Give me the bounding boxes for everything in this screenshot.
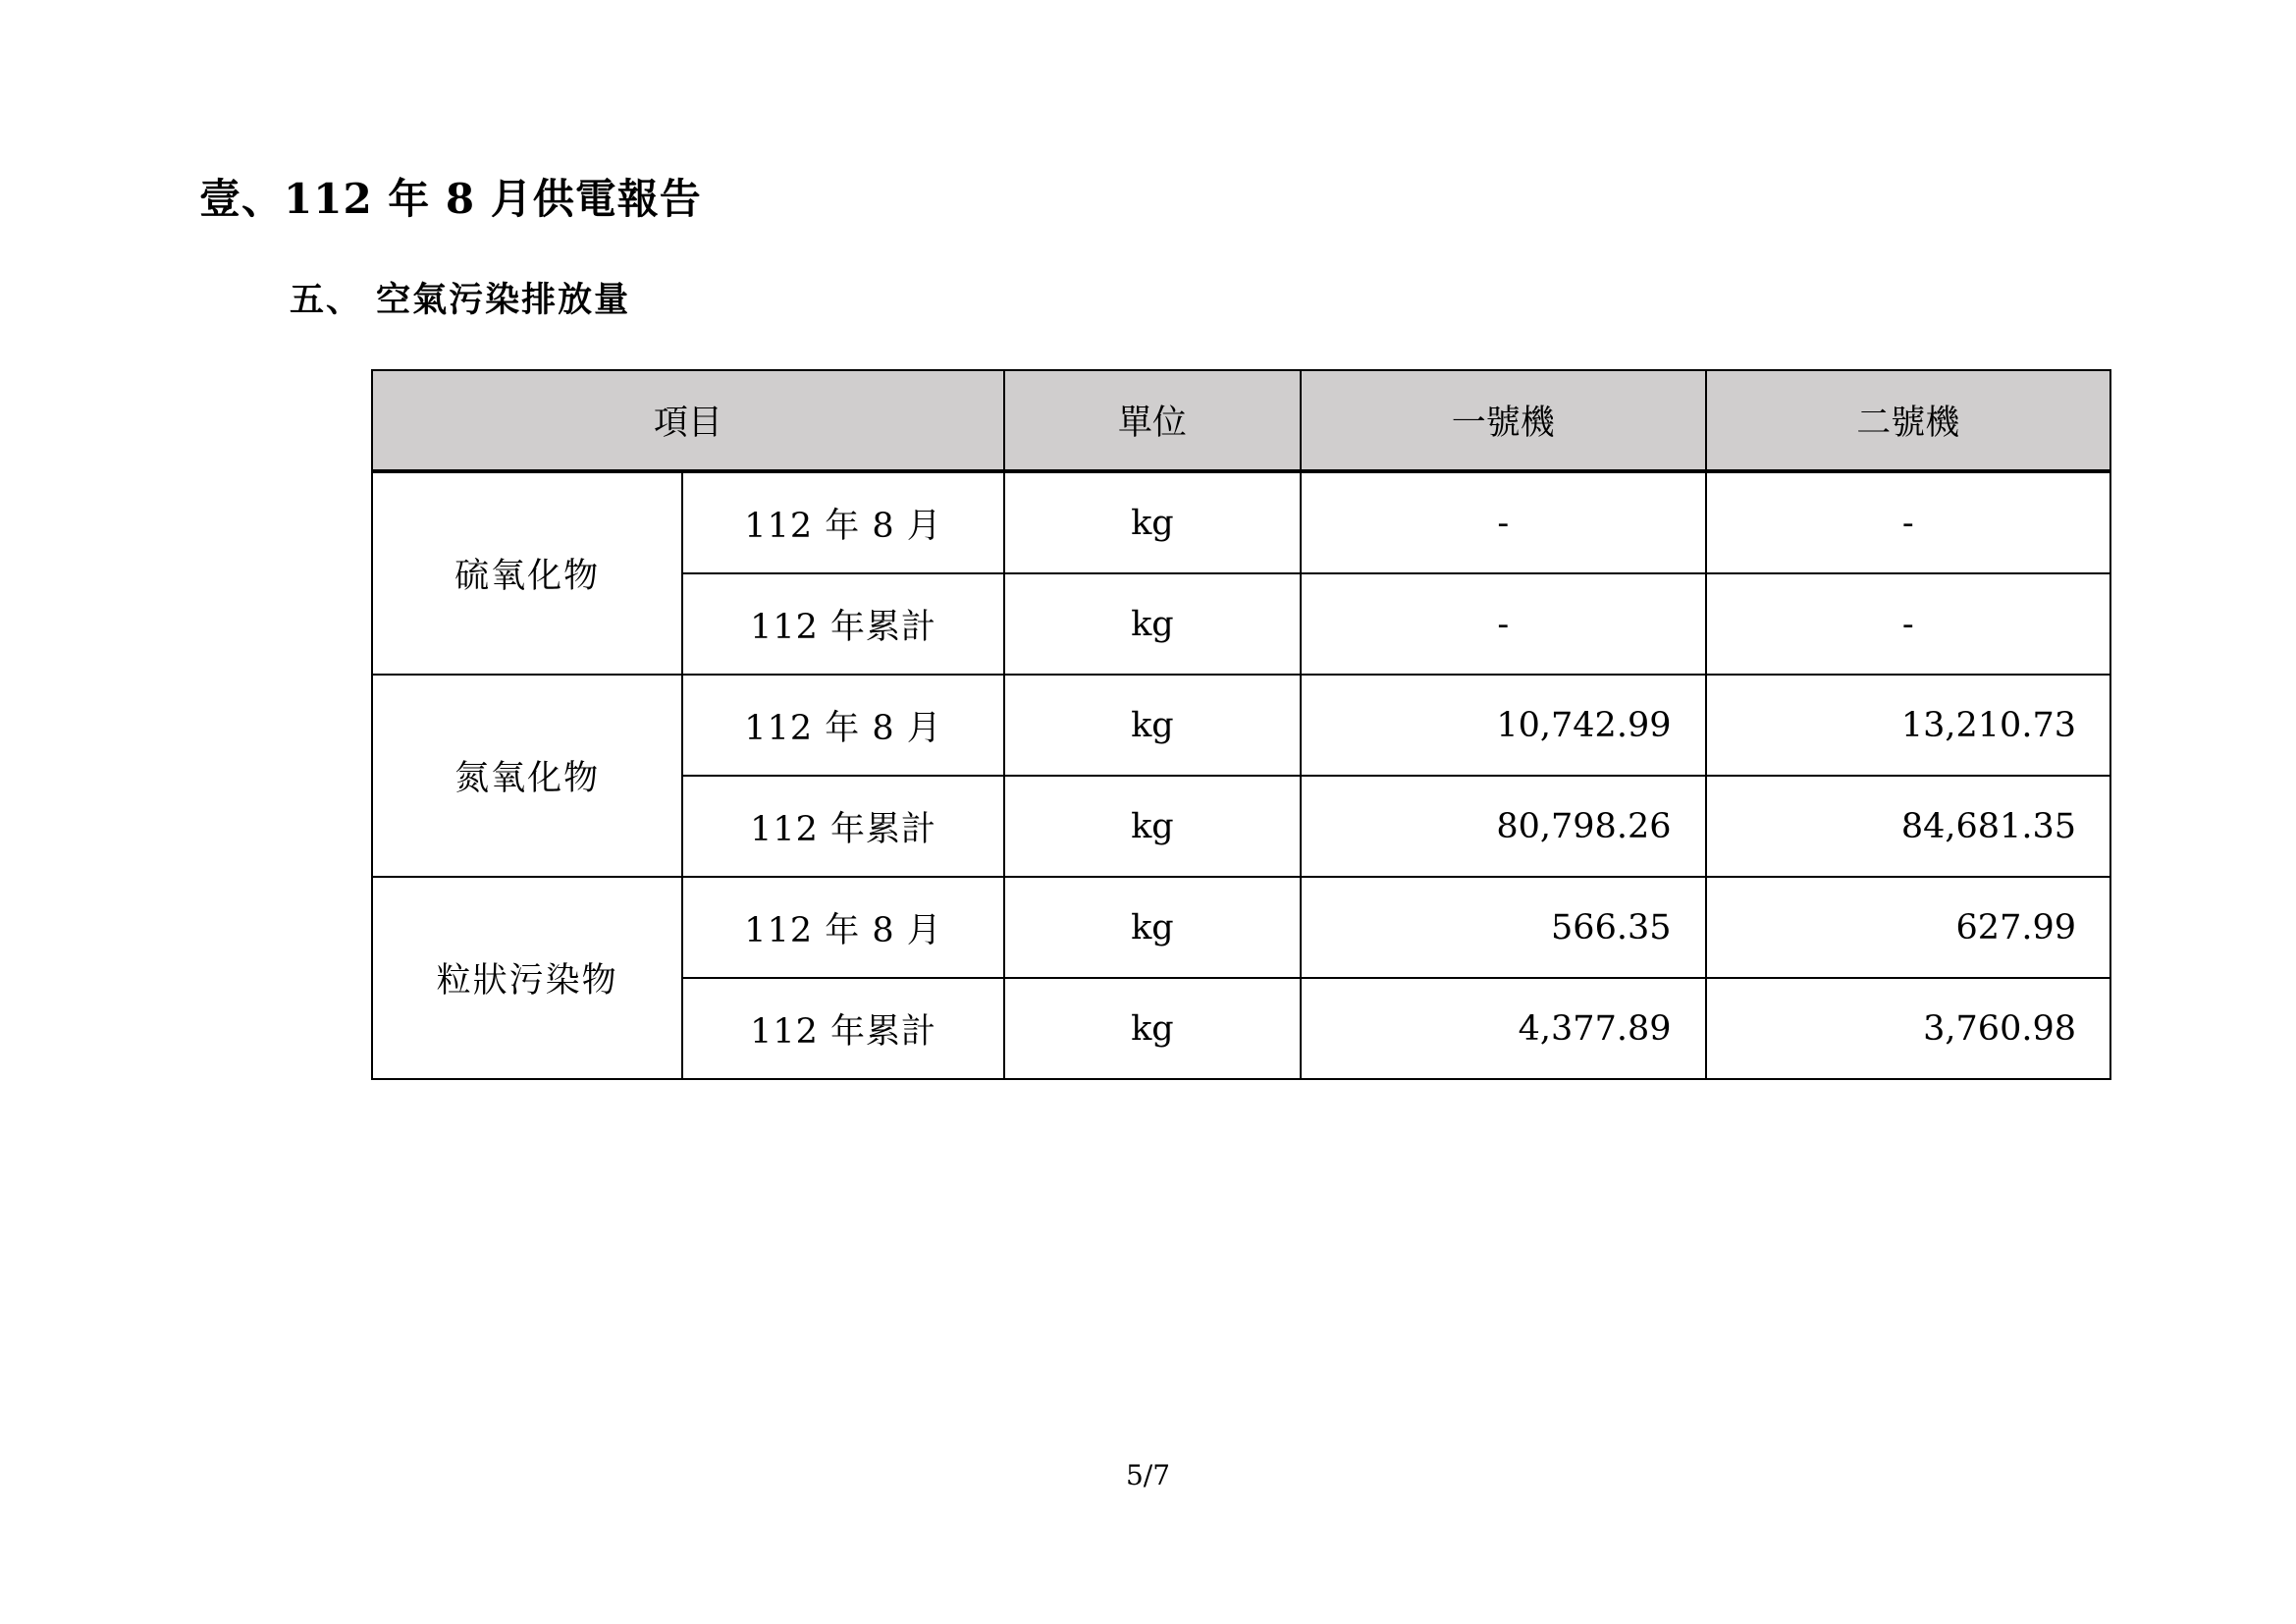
unit-cell: kg	[1004, 776, 1301, 877]
category-sulfur-oxides: 硫氧化物	[372, 471, 682, 675]
unit2-value: -	[1706, 573, 2111, 675]
unit-cell: kg	[1004, 471, 1301, 573]
air-pollution-emissions-table	[371, 369, 2111, 1080]
unit2-value: 627.99	[1706, 877, 2111, 978]
period-cell: 112 年累計	[682, 978, 1003, 1079]
unit-cell: kg	[1004, 877, 1301, 978]
section-title: 五、 空氣污染排放量	[290, 280, 631, 320]
period-cell: 112 年 8 月	[682, 877, 1003, 978]
category-nitrogen-oxides: 氮氧化物	[372, 675, 682, 877]
unit-cell: kg	[1004, 573, 1301, 675]
header-item: 項目	[372, 370, 1004, 471]
page-number: 5/7	[1125, 1459, 1171, 1491]
unit1-value: -	[1301, 471, 1705, 573]
unit2-value: 13,210.73	[1706, 675, 2111, 776]
unit-cell: kg	[1004, 978, 1301, 1079]
unit1-value: 10,742.99	[1301, 675, 1705, 776]
unit-cell: kg	[1004, 675, 1301, 776]
table-row	[372, 675, 2110, 776]
period-cell: 112 年 8 月	[682, 675, 1003, 776]
table-row	[372, 471, 2110, 573]
unit1-value: -	[1301, 573, 1705, 675]
category-particulate-matter: 粒狀污染物	[372, 877, 682, 1079]
unit1-value: 4,377.89	[1301, 978, 1705, 1079]
report-title: 壹、112 年 8 月供電報告	[199, 175, 702, 223]
header-unit2: 二號機	[1706, 370, 2111, 471]
unit2-value: 3,760.98	[1706, 978, 2111, 1079]
period-cell: 112 年 8 月	[682, 471, 1003, 573]
period-cell: 112 年累計	[682, 776, 1003, 877]
unit1-value: 80,798.26	[1301, 776, 1705, 877]
unit2-value: 84,681.35	[1706, 776, 2111, 877]
table-header-row	[372, 370, 2110, 471]
header-unit: 單位	[1004, 370, 1301, 471]
header-unit1: 一號機	[1301, 370, 1705, 471]
unit2-value: -	[1706, 471, 2111, 573]
period-cell: 112 年累計	[682, 573, 1003, 675]
table-row	[372, 877, 2110, 978]
unit1-value: 566.35	[1301, 877, 1705, 978]
